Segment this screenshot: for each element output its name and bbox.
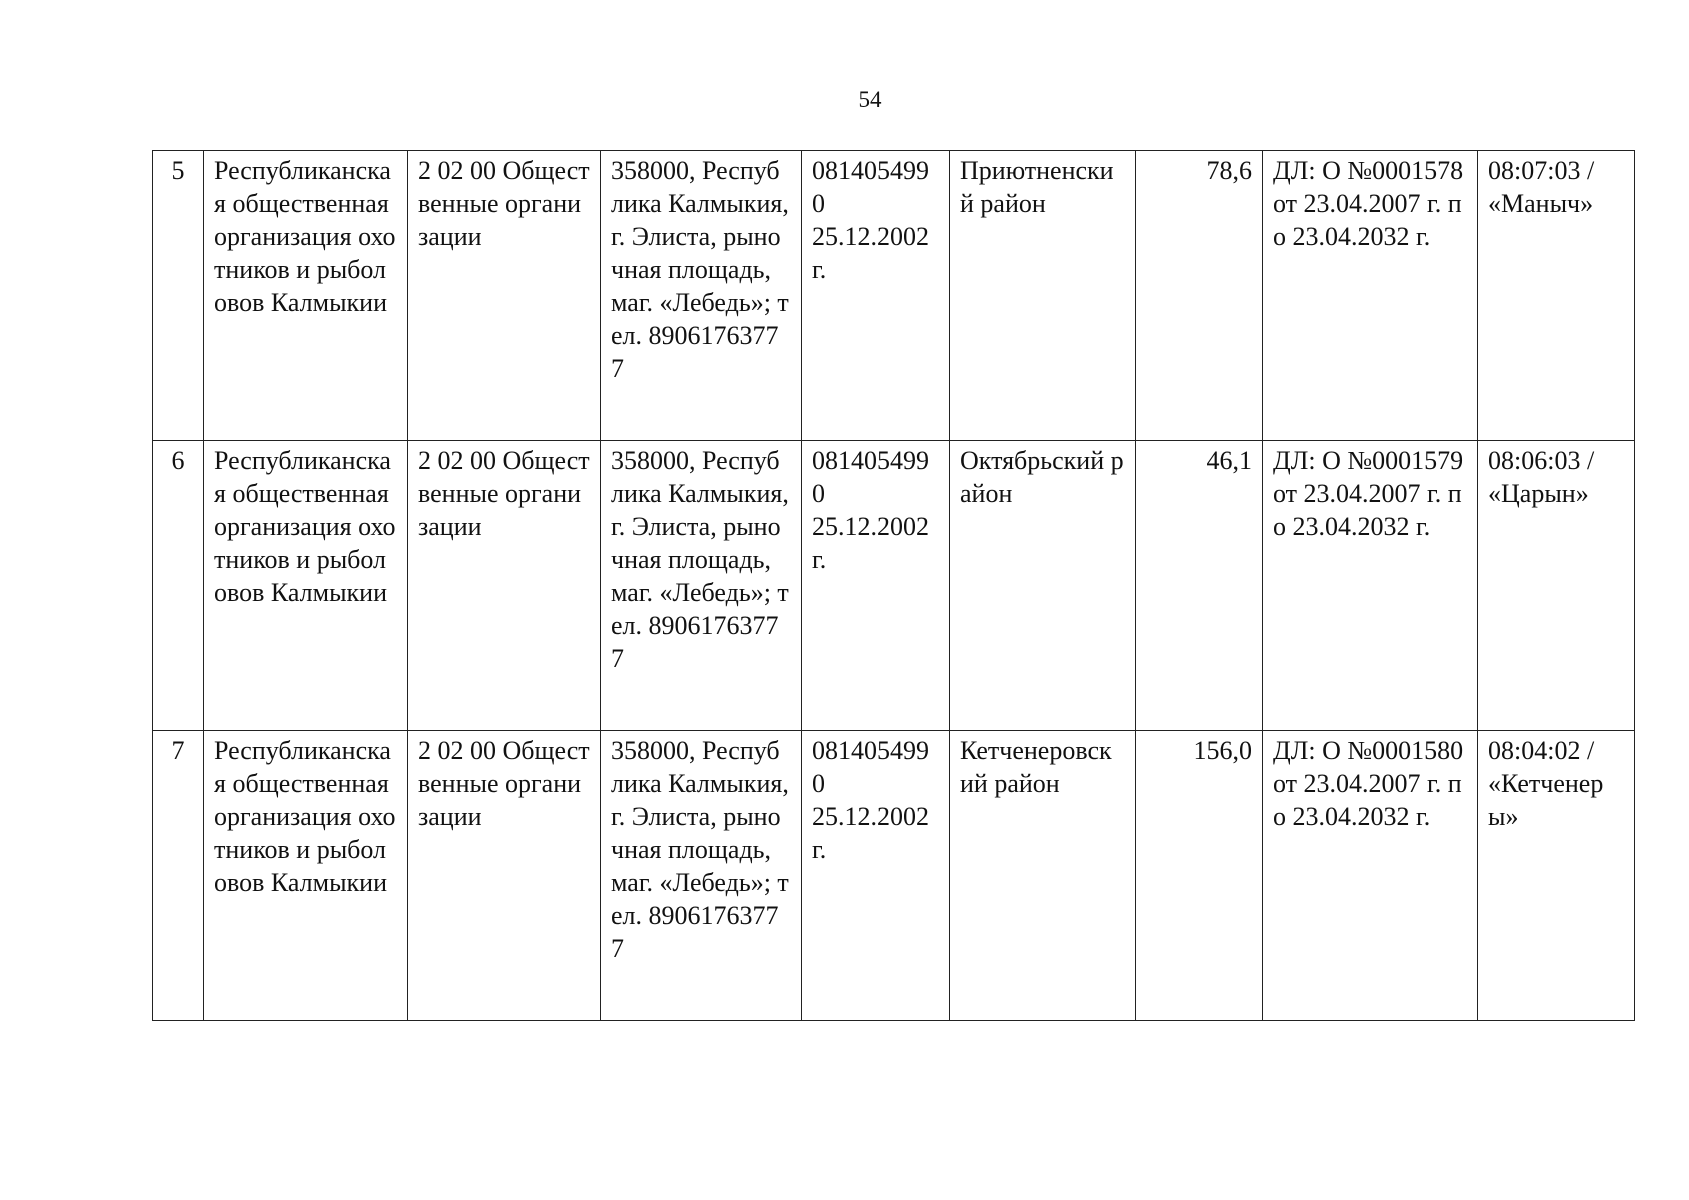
address: 358000, Республика Калмыкия, г. Элиста, рыночная площадь, маг. «Лебедь»; тел. 89061763777 bbox=[601, 731, 802, 1021]
license: ДЛ: О №0001578 от 23.04.2007 г. по 23.04.2032 г. bbox=[1263, 151, 1478, 441]
okopf-code: 2 02 00 Общественные организации bbox=[408, 441, 601, 731]
table-row bbox=[153, 441, 1635, 731]
row-number: 5 bbox=[153, 151, 204, 441]
inn-date: 25.12.2002 г. bbox=[812, 802, 929, 864]
row-number: 7 bbox=[153, 731, 204, 1021]
ground-code: 08:04:02 / «Кетченеры» bbox=[1478, 731, 1635, 1021]
organization-name: Республиканская общественная организация охотников и рыболовов Калмыкии bbox=[204, 731, 408, 1021]
district: Приютненский район bbox=[950, 151, 1136, 441]
ground-code: 08:07:03 / «Маныч» bbox=[1478, 151, 1635, 441]
row-number: 6 bbox=[153, 441, 204, 731]
address: 358000, Республика Калмыкия, г. Элиста, рыночная площадь, маг. «Лебедь»; тел. 89061763777 bbox=[601, 441, 802, 731]
area: 78,6 bbox=[1136, 151, 1263, 441]
table-row bbox=[153, 151, 1635, 441]
inn-cell bbox=[802, 441, 950, 731]
organization-name: Республиканская общественная организация охотников и рыболовов Калмыкии bbox=[204, 151, 408, 441]
inn: 0814054990 bbox=[812, 156, 929, 218]
license: ДЛ: О №0001580 от 23.04.2007 г. по 23.04.2032 г. bbox=[1263, 731, 1478, 1021]
inn: 0814054990 bbox=[812, 736, 929, 798]
inn: 0814054990 bbox=[812, 446, 929, 508]
page-number: 54 bbox=[858, 87, 882, 112]
district: Кетченеровский район bbox=[950, 731, 1136, 1021]
address: 358000, Республика Калмыкия, г. Элиста, рыночная площадь, маг. «Лебедь»; тел. 89061763777 bbox=[601, 151, 802, 441]
district: Октябрьский район bbox=[950, 441, 1136, 731]
okopf-code: 2 02 00 Общественные организации bbox=[408, 731, 601, 1021]
hunting-grounds-table bbox=[152, 150, 1635, 1021]
inn-date: 25.12.2002 г. bbox=[812, 222, 929, 284]
license: ДЛ: О №0001579 от 23.04.2007 г. по 23.04.2032 г. bbox=[1263, 441, 1478, 731]
inn-cell bbox=[802, 151, 950, 441]
inn-cell bbox=[802, 731, 950, 1021]
ground-code: 08:06:03 / «Царын» bbox=[1478, 441, 1635, 731]
area: 156,0 bbox=[1136, 731, 1263, 1021]
organization-name: Республиканская общественная организация охотников и рыболовов Калмыкии bbox=[204, 441, 408, 731]
area: 46,1 bbox=[1136, 441, 1263, 731]
okopf-code: 2 02 00 Общественные организации bbox=[408, 151, 601, 441]
table-row bbox=[153, 731, 1635, 1021]
inn-date: 25.12.2002 г. bbox=[812, 512, 929, 574]
